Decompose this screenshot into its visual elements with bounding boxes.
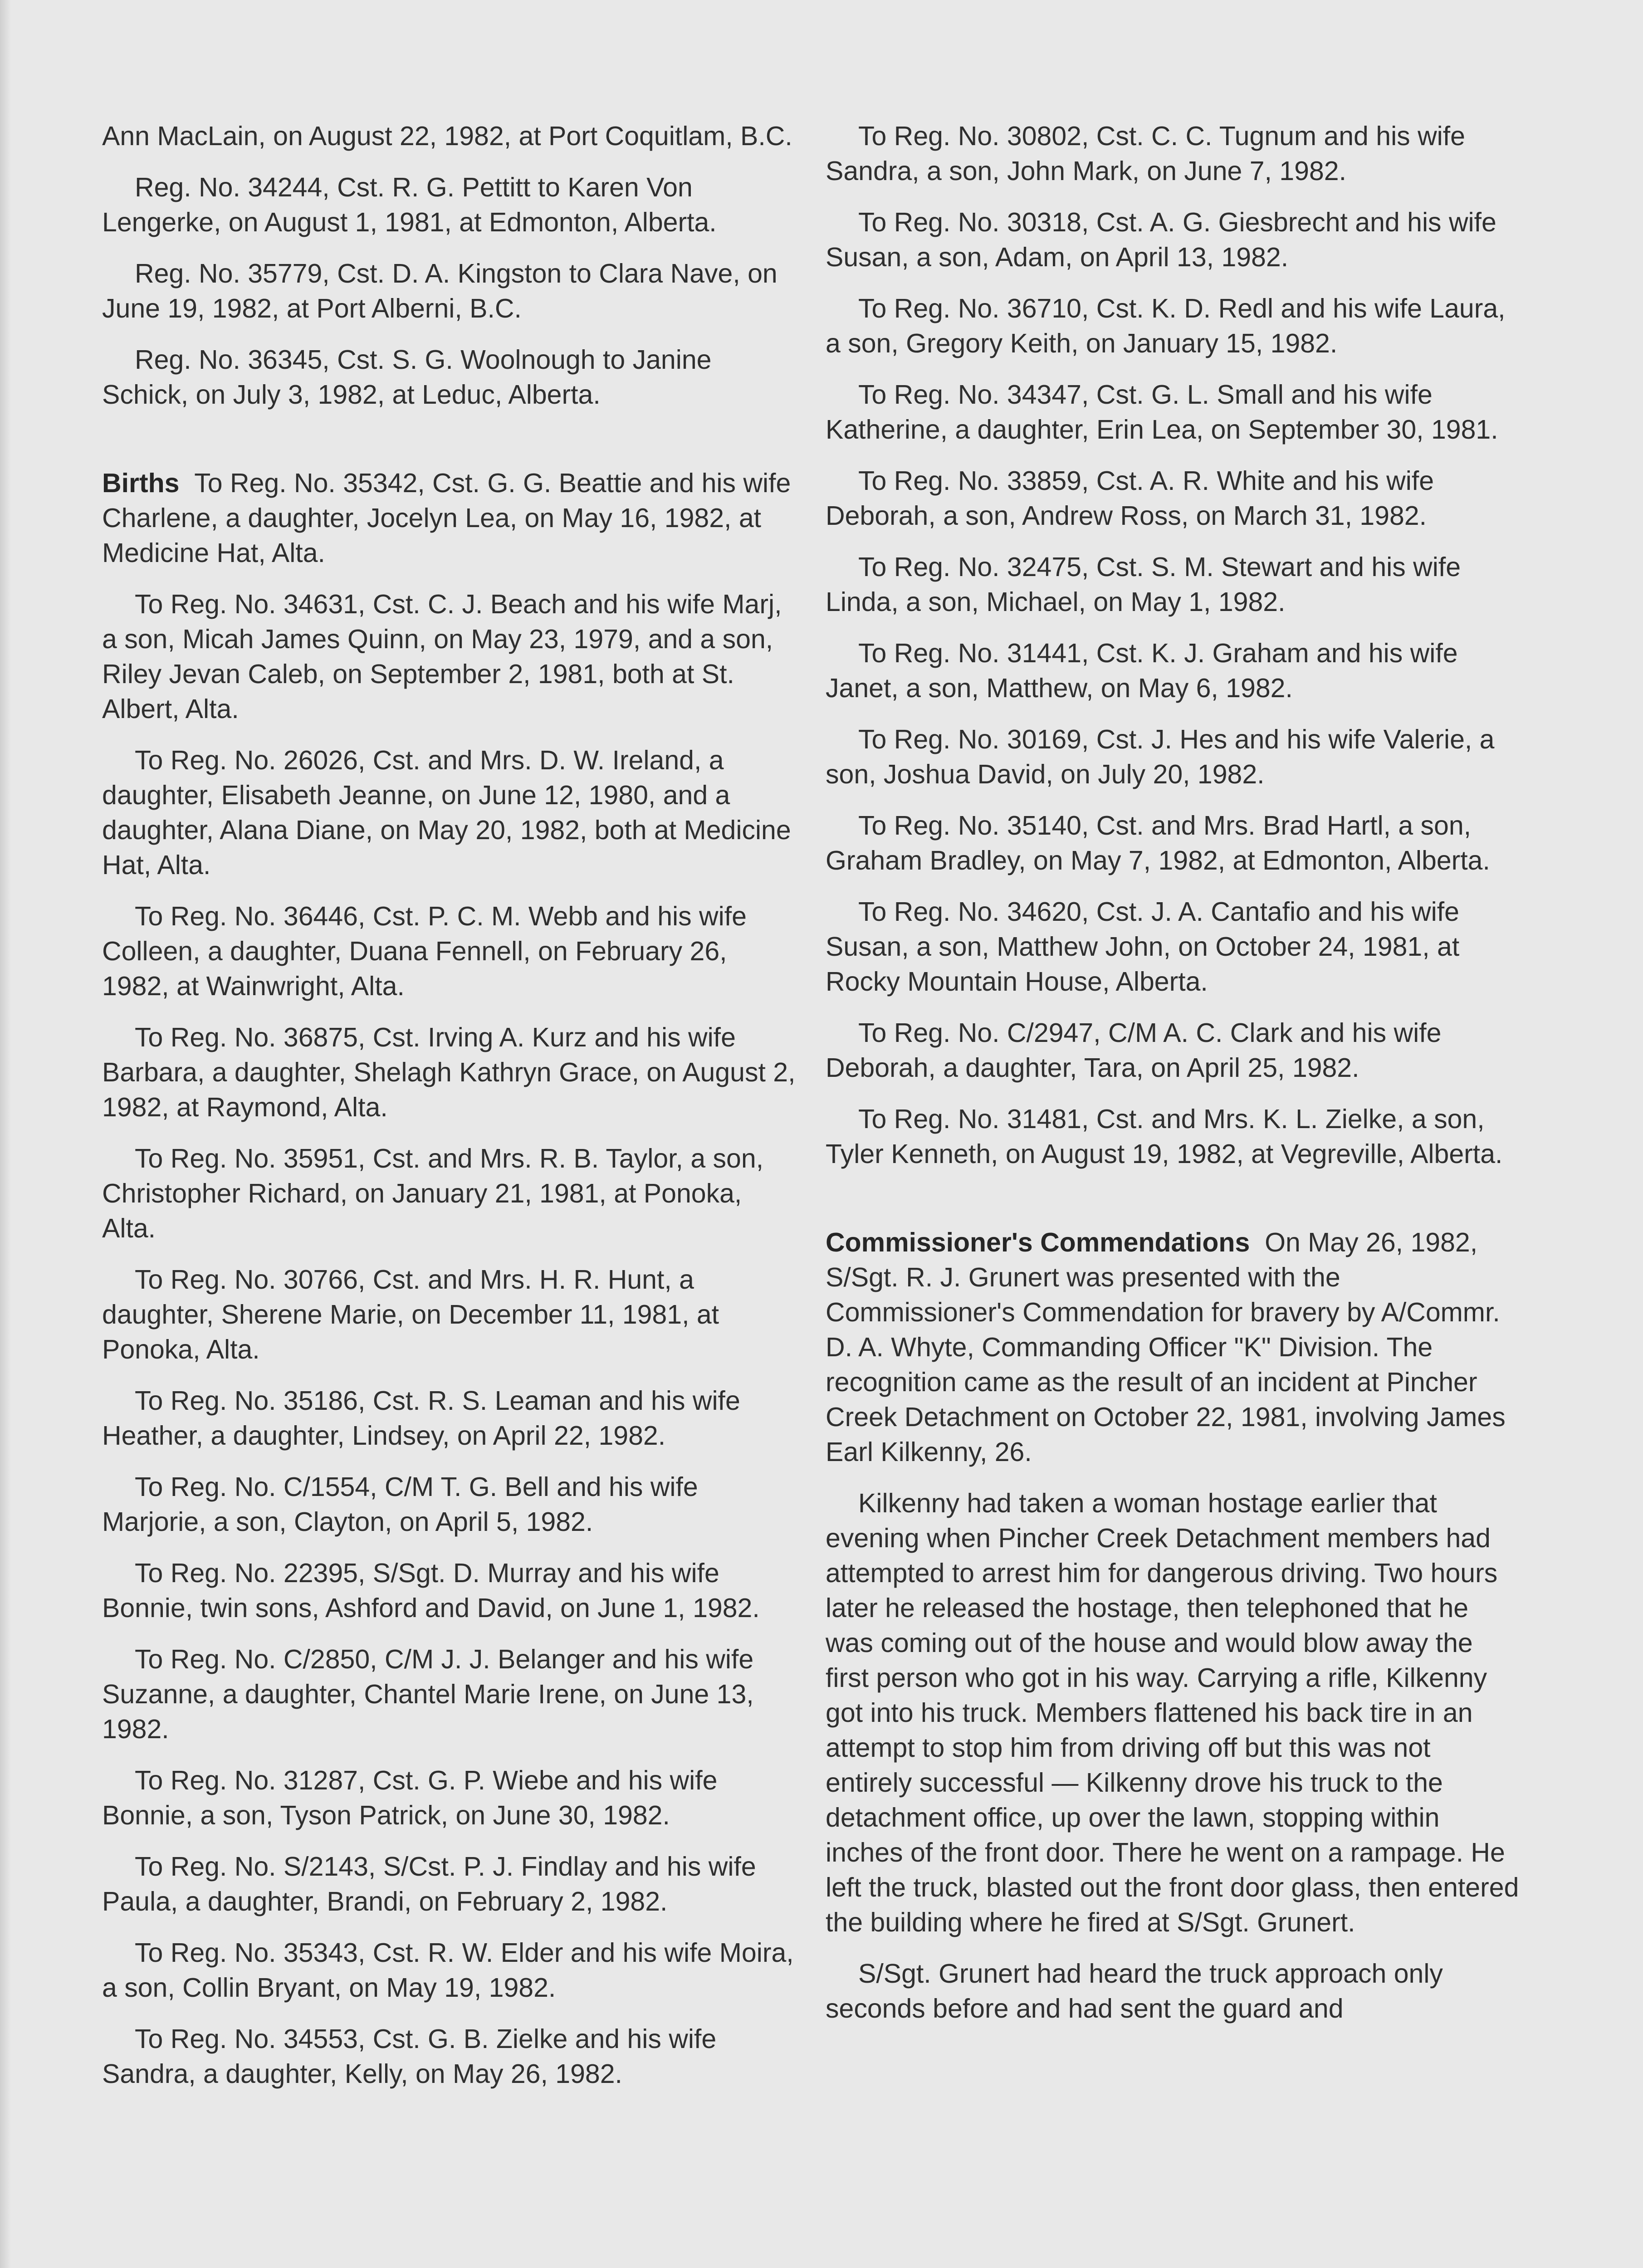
paragraph: To Reg. No. C/1554, C/M T. G. Bell and his wife Marjorie, a son, Clayton, on April 5, 1982. <box>102 1472 698 1537</box>
births-section-intro <box>102 466 798 571</box>
paragraph: To Reg. No. 31481, Cst. and Mrs. K. L. Zielke, a son, Tyler Kenneth, on August 19, 1982, at Vegreville, Alberta. <box>826 1104 1503 1169</box>
paragraph: Kilkenny had taken a woman hostage earlier that evening when Pincher Creek Detachment members had attempted to arrest him for dangerous driving. Two hours later he released the hostage, then telephoned that he was coming out of the house and would blow away the first person who got in his way. Carrying a rifle, Kilkenny got into his truck. Members flattened his back tire in an attempt to stop him from driving off but this was not entirely successful — Kilkenny drove his truck to the detachment office, up over the lawn, stopping within inches of the front door. There he went on a rampage. He left the truck, blasted out the front door glass, then entered the building where he fired at S/Sgt. Grunert. <box>826 1488 1519 1937</box>
paragraph: To Reg. No. C/2947, C/M A. C. Clark and his wife Deborah, a daughter, Tara, on April 25, 1982. <box>826 1018 1442 1083</box>
paragraph: To Reg. No. 30802, Cst. C. C. Tugnum and his wife Sandra, a son, John Mark, on June 7, 1982. <box>826 121 1465 186</box>
paragraph: To Reg. No. 35140, Cst. and Mrs. Brad Hartl, a son, Graham Bradley, on May 7, 1982, at Edmonton, Alberta. <box>826 811 1490 875</box>
paragraph: To Reg. No. 33859, Cst. A. R. White and his wife Deborah, a son, Andrew Ross, on March 31, 1982. <box>826 466 1434 531</box>
paragraph: To Reg. No. 34620, Cst. J. A. Cantafio and his wife Susan, a son, Matthew John, on October 24, 1981, at Rocky Mountain House, Alberta. <box>826 897 1460 997</box>
right-column <box>826 119 1522 2043</box>
paragraph: Ann MacLain, on August 22, 1982, at Port Coquitlam, B.C. <box>102 121 792 151</box>
paragraph: To Reg. No. 35343, Cst. R. W. Elder and his wife Moira, a son, Collin Bryant, on May 19, 1982. <box>102 1938 794 2003</box>
paragraph: Reg. No. 35779, Cst. D. A. Kingston to Clara Nave, on June 19, 1982, at Port Alberni, B.C. <box>102 259 777 323</box>
paragraph: To Reg. No. 30169, Cst. J. Hes and his wife Valerie, a son, Joshua David, on July 20, 1982. <box>826 724 1495 789</box>
paragraph: To Reg. No. 31441, Cst. K. J. Graham and his wife Janet, a son, Matthew, on May 6, 1982. <box>826 638 1458 703</box>
paragraph: To Reg. No. 31287, Cst. G. P. Wiebe and his wife Bonnie, a son, Tyson Patrick, on June 30, 1982. <box>102 1765 718 1830</box>
paragraph: To Reg. No. 30766, Cst. and Mrs. H. R. Hunt, a daughter, Sherene Marie, on December 11, 1981, at Ponoka, Alta. <box>102 1265 719 1364</box>
paragraph: To Reg. No. 26026, Cst. and Mrs. D. W. Ireland, a daughter, Elisabeth Jeanne, on June 12, 1980, and a daughter, Alana Diane, on May 20, 1982, both at Medicine Hat, Alta. <box>102 745 791 880</box>
paragraph: To Reg. No. 36446, Cst. P. C. M. Webb and his wife Colleen, a daughter, Duana Fennell, on February 26, 1982, at Wainwright, Alta. <box>102 901 747 1001</box>
paragraph: S/Sgt. Grunert had heard the truck approach only seconds before and had sent the guard and <box>826 1959 1443 2024</box>
paragraph: To Reg. No. 34347, Cst. G. L. Small and his wife Katherine, a daughter, Erin Lea, on September 30, 1981. <box>826 380 1498 445</box>
page-gutter-shadow <box>0 0 11 2268</box>
paragraph: Reg. No. 36345, Cst. S. G. Woolnough to Janine Schick, on July 3, 1982, at Leduc, Alberta. <box>102 345 712 410</box>
paragraph: To Reg. No. 36875, Cst. Irving A. Kurz and his wife Barbara, a daughter, Shelagh Kathryn Grace, on August 2, 1982, at Raymond, Alta. <box>102 1022 796 1122</box>
paragraph: To Reg. No. 30318, Cst. A. G. Giesbrecht and his wife Susan, a son, Adam, on April 13, 1982. <box>826 207 1496 272</box>
paragraph: To Reg. No. C/2850, C/M J. J. Belanger and his wife Suzanne, a daughter, Chantel Marie Irene, on June 13, 1982. <box>102 1644 754 1744</box>
left-column <box>102 119 798 2108</box>
paragraph-text: On May 26, 1982, S/Sgt. R. J. Grunert was presented with the Commissioner's Commendation for bravery by A/Commr. D. A. Whyte, Commanding Officer "K" Division. The recognition came as the result of an incident at Pincher Creek Detachment on October 22, 1981, involving James Earl Kilkenny, 26. <box>826 1227 1506 1467</box>
paragraph: To Reg. No. 34631, Cst. C. J. Beach and his wife Marj, a son, Micah James Quinn, on May 23, 1979, and a son, Riley Jevan Caleb, on September 2, 1981, both at St. Albert, Alta. <box>102 589 782 724</box>
paragraph: To Reg. No. 32475, Cst. S. M. Stewart and his wife Linda, a son, Michael, on May 1, 1982. <box>826 552 1461 617</box>
paragraph: To Reg. No. 36710, Cst. K. D. Redl and his wife Laura, a son, Gregory Keith, on January 15, 1982. <box>826 293 1506 358</box>
paragraph: To Reg. No. 34553, Cst. G. B. Zielke and his wife Sandra, a daughter, Kelly, on May 26, 1982. <box>102 2024 717 2089</box>
paragraph: To Reg. No. 35186, Cst. R. S. Leaman and his wife Heather, a daughter, Lindsey, on April 22, 1982. <box>102 1386 740 1451</box>
paragraph: To Reg. No. S/2143, S/Cst. P. J. Findlay and his wife Paula, a daughter, Brandi, on February 2, 1982. <box>102 1852 756 1916</box>
commendations-heading: Commissioner's Commendations <box>826 1227 1250 1257</box>
paragraph-text: To Reg. No. 35342, Cst. G. G. Beattie and his wife Charlene, a daughter, Jocelyn Lea, on May 16, 1982, at Medicine Hat, Alta. <box>102 468 791 568</box>
paragraph: To Reg. No. 35951, Cst. and Mrs. R. B. Taylor, a son, Christopher Richard, on January 21, 1981, at Ponoka, Alta. <box>102 1144 764 1243</box>
paragraph: Reg. No. 34244, Cst. R. G. Pettitt to Karen Von Lengerke, on August 1, 1981, at Edmonton, Alberta. <box>102 172 717 237</box>
commendations-section-intro <box>826 1225 1522 1470</box>
births-heading: Births <box>102 468 180 498</box>
paragraph: To Reg. No. 22395, S/Sgt. D. Murray and his wife Bonnie, twin sons, Ashford and David, on June 1, 1982. <box>102 1558 760 1623</box>
